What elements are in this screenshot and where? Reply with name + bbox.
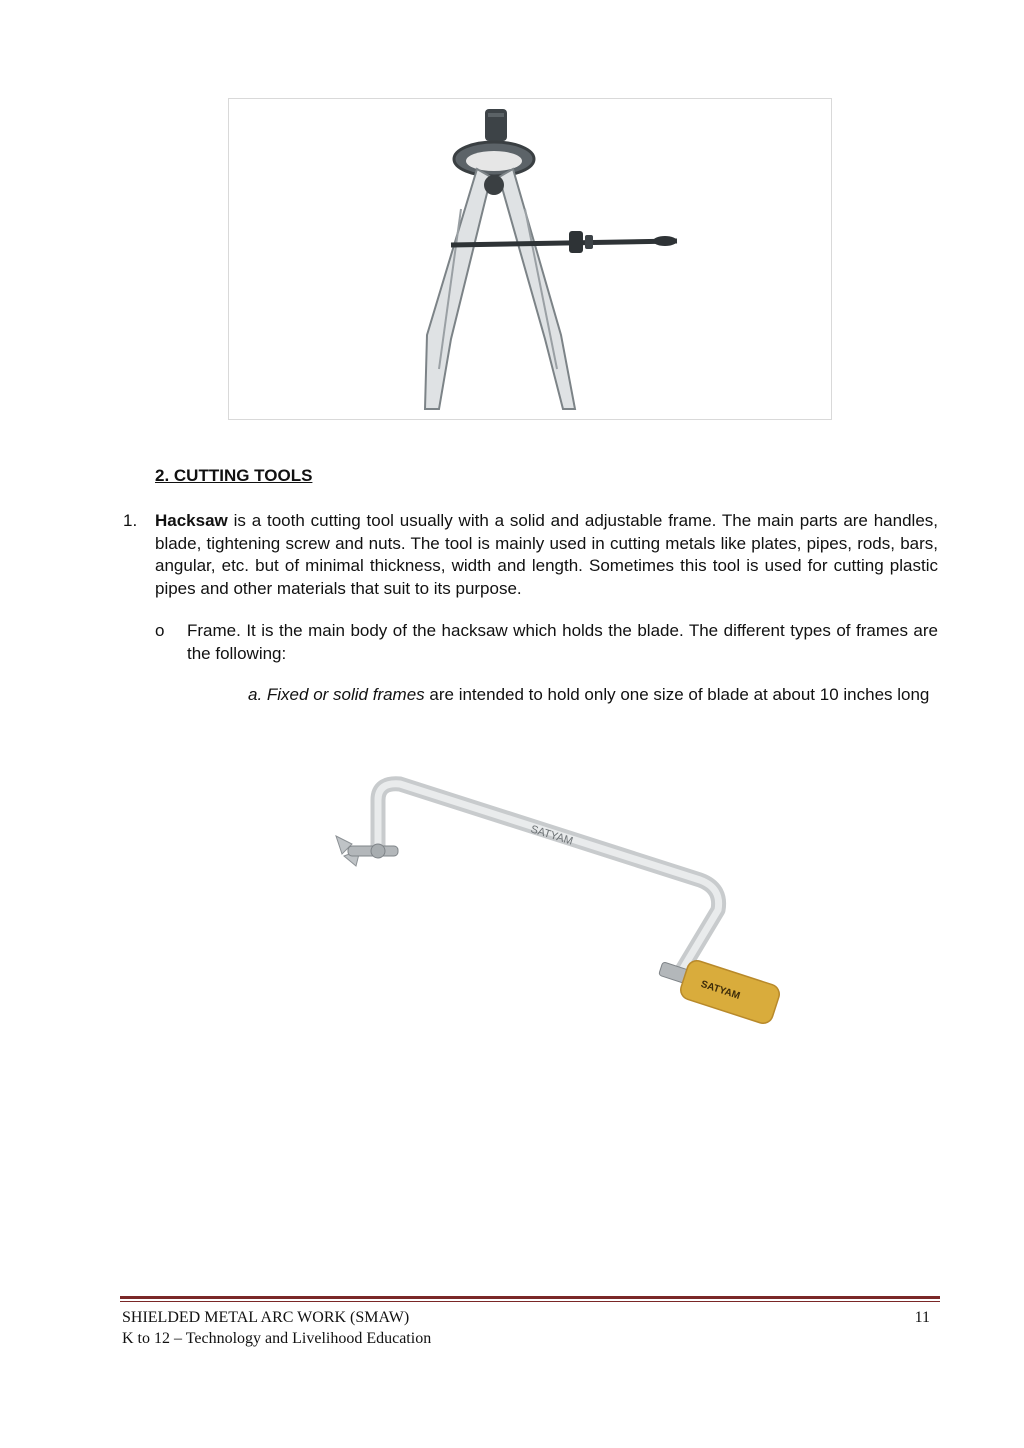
hacksaw-term: Hacksaw	[155, 511, 228, 530]
divider-tool-image	[228, 98, 832, 420]
hacksaw-frame	[378, 784, 719, 970]
divider-tool-illustration	[229, 99, 833, 421]
footer-program-title: K to 12 – Technology and Livelihood Education	[122, 1330, 432, 1347]
hacksaw-image	[330, 770, 800, 1040]
fixed-frame-term: a. Fixed or solid frames	[248, 685, 425, 704]
divider-adjusting-screw	[451, 241, 677, 245]
hacksaw-handle	[659, 958, 782, 1026]
list-number: 1.	[123, 511, 138, 530]
page-number: 11	[914, 1309, 930, 1326]
footer-divider	[120, 1296, 940, 1302]
hacksaw-wing-nut	[336, 836, 398, 866]
hacksaw-description: is a tooth cutting tool usually with a solid and adjustable frame. The main parts are handles, blade, tightening screw and nuts. The tool is mainly used in cutting metals like plates, pipes, rods, bars, angular, etc. but of minimal thickness, width and length. Sometimes this tool is used for cutting plastic pipes and other materials that suit to its purpose.	[155, 511, 938, 598]
divider-right-leg	[499, 169, 575, 409]
section-heading: 2. CUTTING TOOLS	[155, 466, 313, 485]
fixed-frame-description: are intended to hold only one size of blade at about 10 inches long	[424, 685, 930, 704]
hacksaw-illustration	[330, 770, 800, 1040]
hacksaw-paragraph	[155, 510, 938, 600]
divider-left-leg	[425, 169, 491, 409]
fixed-frame-paragraph	[248, 684, 938, 707]
divider-adjusting-nut	[569, 231, 583, 253]
hacksaw-frame-brand: SATYAM	[529, 823, 575, 848]
hacksaw-handle-brand: SATYAM	[699, 978, 742, 1002]
bullet-marker: o	[155, 621, 165, 640]
frame-paragraph: Frame. It is the main body of the hacksaw which holds the blade. The different types of frames are the following:	[187, 621, 938, 663]
footer-course-title: SHIELDED METAL ARC WORK (SMAW)	[122, 1309, 410, 1326]
